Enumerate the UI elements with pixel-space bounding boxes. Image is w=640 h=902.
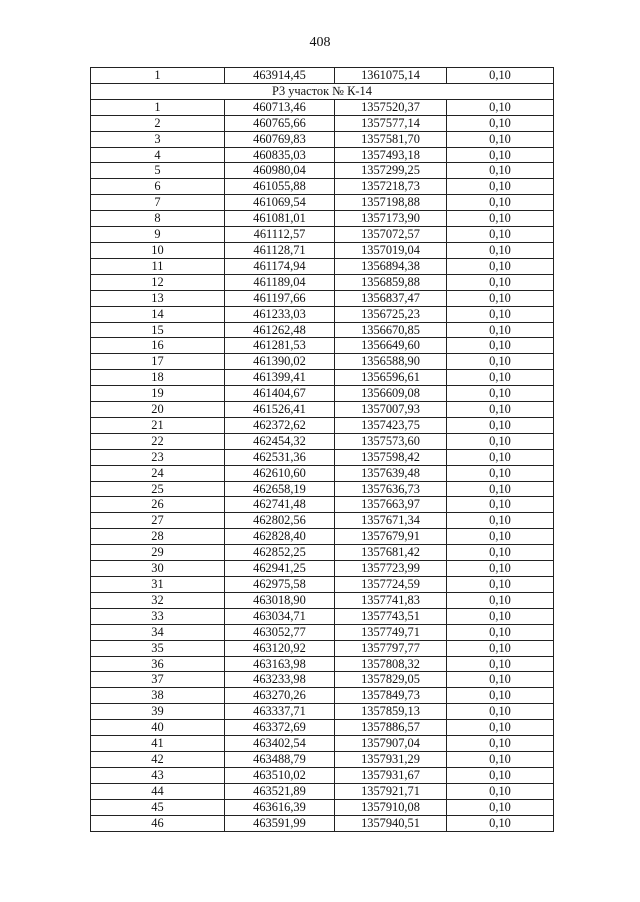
- point-number-cell: 31: [91, 577, 225, 593]
- table-row: [91, 433, 554, 449]
- y-coordinate-cell: 1357741,83: [335, 592, 447, 608]
- table-row: [91, 767, 554, 783]
- table-row: [91, 131, 554, 147]
- table-row: [91, 99, 554, 115]
- accuracy-cell: 0,10: [447, 624, 554, 640]
- accuracy-cell: 0,10: [447, 163, 554, 179]
- x-coordinate-cell: 460765,66: [225, 115, 335, 131]
- table-row: [91, 640, 554, 656]
- x-coordinate-cell: 461081,01: [225, 211, 335, 227]
- point-number-cell: 17: [91, 354, 225, 370]
- accuracy-cell: 0,10: [447, 211, 554, 227]
- table-row: [91, 481, 554, 497]
- point-number-cell: 2: [91, 115, 225, 131]
- table-row: [91, 465, 554, 481]
- y-coordinate-cell: 1357797,77: [335, 640, 447, 656]
- accuracy-cell: 0,10: [447, 688, 554, 704]
- point-number-cell: 44: [91, 783, 225, 799]
- x-coordinate-cell: 462658,19: [225, 481, 335, 497]
- table-row: [91, 592, 554, 608]
- table-row: [91, 783, 554, 799]
- point-number-cell: 43: [91, 767, 225, 783]
- accuracy-cell: 0,10: [447, 68, 554, 84]
- table-row: [91, 449, 554, 465]
- y-coordinate-cell: 1357921,71: [335, 783, 447, 799]
- accuracy-cell: 0,10: [447, 656, 554, 672]
- point-number-cell: 25: [91, 481, 225, 497]
- point-number-cell: 34: [91, 624, 225, 640]
- section-title: Р3 участок № К-14: [91, 83, 554, 99]
- x-coordinate-cell: 463488,79: [225, 751, 335, 767]
- x-coordinate-cell: 460769,83: [225, 131, 335, 147]
- x-coordinate-cell: 461281,53: [225, 338, 335, 354]
- x-coordinate-cell: 461399,41: [225, 370, 335, 386]
- point-number-cell: 30: [91, 561, 225, 577]
- y-coordinate-cell: 1356588,90: [335, 354, 447, 370]
- point-number-cell: 11: [91, 258, 225, 274]
- accuracy-cell: 0,10: [447, 131, 554, 147]
- point-number-cell: 22: [91, 433, 225, 449]
- point-number-cell: 42: [91, 751, 225, 767]
- table-row: [91, 338, 554, 354]
- y-coordinate-cell: 1357808,32: [335, 656, 447, 672]
- x-coordinate-cell: 463233,98: [225, 672, 335, 688]
- point-number-cell: 23: [91, 449, 225, 465]
- accuracy-cell: 0,10: [447, 354, 554, 370]
- x-coordinate-cell: 461174,94: [225, 258, 335, 274]
- accuracy-cell: 0,10: [447, 513, 554, 529]
- x-coordinate-cell: 463052,77: [225, 624, 335, 640]
- accuracy-cell: 0,10: [447, 529, 554, 545]
- x-coordinate-cell: 463616,39: [225, 799, 335, 815]
- accuracy-cell: 0,10: [447, 370, 554, 386]
- x-coordinate-cell: 460980,04: [225, 163, 335, 179]
- accuracy-cell: 0,10: [447, 592, 554, 608]
- point-number-cell: 26: [91, 497, 225, 513]
- point-number-cell: 36: [91, 656, 225, 672]
- x-coordinate-cell: 463270,26: [225, 688, 335, 704]
- table-row: [91, 672, 554, 688]
- point-number-cell: 5: [91, 163, 225, 179]
- table-row: [91, 624, 554, 640]
- y-coordinate-cell: 1356837,47: [335, 290, 447, 306]
- y-coordinate-cell: 1356649,60: [335, 338, 447, 354]
- x-coordinate-cell: 461189,04: [225, 274, 335, 290]
- point-number-cell: 21: [91, 417, 225, 433]
- accuracy-cell: 0,10: [447, 481, 554, 497]
- accuracy-cell: 0,10: [447, 338, 554, 354]
- y-coordinate-cell: 1357299,25: [335, 163, 447, 179]
- point-number-cell: 37: [91, 672, 225, 688]
- table-row: [91, 417, 554, 433]
- table-row: [91, 688, 554, 704]
- accuracy-cell: 0,10: [447, 386, 554, 402]
- x-coordinate-cell: 462852,25: [225, 545, 335, 561]
- accuracy-cell: 0,10: [447, 99, 554, 115]
- point-number-cell: 1: [91, 68, 225, 84]
- y-coordinate-cell: 1356859,88: [335, 274, 447, 290]
- y-coordinate-cell: 1356609,08: [335, 386, 447, 402]
- point-number-cell: 33: [91, 608, 225, 624]
- y-coordinate-cell: 1357749,71: [335, 624, 447, 640]
- y-coordinate-cell: 1357679,91: [335, 529, 447, 545]
- y-coordinate-cell: 1357573,60: [335, 433, 447, 449]
- point-number-cell: 46: [91, 815, 225, 831]
- y-coordinate-cell: 1357671,34: [335, 513, 447, 529]
- table-row: [91, 529, 554, 545]
- table-row: [91, 561, 554, 577]
- y-coordinate-cell: 1357910,08: [335, 799, 447, 815]
- x-coordinate-cell: 463034,71: [225, 608, 335, 624]
- point-number-cell: 3: [91, 131, 225, 147]
- x-coordinate-cell: 461069,54: [225, 195, 335, 211]
- y-coordinate-cell: 1357940,51: [335, 815, 447, 831]
- x-coordinate-cell: 461526,41: [225, 402, 335, 418]
- table-row: [91, 147, 554, 163]
- point-number-cell: 35: [91, 640, 225, 656]
- y-coordinate-cell: 1357598,42: [335, 449, 447, 465]
- table-row: [91, 656, 554, 672]
- x-coordinate-cell: 463914,45: [225, 68, 335, 84]
- point-number-cell: 24: [91, 465, 225, 481]
- point-number-cell: 29: [91, 545, 225, 561]
- point-number-cell: 27: [91, 513, 225, 529]
- point-number-cell: 19: [91, 386, 225, 402]
- accuracy-cell: 0,10: [447, 561, 554, 577]
- point-number-cell: 6: [91, 179, 225, 195]
- accuracy-cell: 0,10: [447, 433, 554, 449]
- y-coordinate-cell: 1357849,73: [335, 688, 447, 704]
- point-number-cell: 20: [91, 402, 225, 418]
- table-row: [91, 195, 554, 211]
- x-coordinate-cell: 461197,66: [225, 290, 335, 306]
- point-number-cell: 39: [91, 704, 225, 720]
- table-row: [91, 306, 554, 322]
- point-number-cell: 16: [91, 338, 225, 354]
- y-coordinate-cell: 1357681,42: [335, 545, 447, 561]
- y-coordinate-cell: 1357723,99: [335, 561, 447, 577]
- accuracy-cell: 0,10: [447, 608, 554, 624]
- y-coordinate-cell: 1357636,73: [335, 481, 447, 497]
- x-coordinate-cell: 463402,54: [225, 736, 335, 752]
- x-coordinate-cell: 461055,88: [225, 179, 335, 195]
- x-coordinate-cell: 463018,90: [225, 592, 335, 608]
- point-number-cell: 32: [91, 592, 225, 608]
- y-coordinate-cell: 1357639,48: [335, 465, 447, 481]
- x-coordinate-cell: 462975,58: [225, 577, 335, 593]
- accuracy-cell: 0,10: [447, 322, 554, 338]
- y-coordinate-cell: 1357581,70: [335, 131, 447, 147]
- point-number-cell: 28: [91, 529, 225, 545]
- table-row: [91, 163, 554, 179]
- point-number-cell: 8: [91, 211, 225, 227]
- point-number-cell: 12: [91, 274, 225, 290]
- y-coordinate-cell: 1357829,05: [335, 672, 447, 688]
- accuracy-cell: 0,10: [447, 767, 554, 783]
- x-coordinate-cell: 461112,57: [225, 227, 335, 243]
- accuracy-cell: 0,10: [447, 465, 554, 481]
- y-coordinate-cell: 1357007,93: [335, 402, 447, 418]
- accuracy-cell: 0,10: [447, 417, 554, 433]
- y-coordinate-cell: 1357886,57: [335, 720, 447, 736]
- accuracy-cell: 0,10: [447, 497, 554, 513]
- y-coordinate-cell: 1357743,51: [335, 608, 447, 624]
- x-coordinate-cell: 463510,02: [225, 767, 335, 783]
- table-row: [91, 227, 554, 243]
- x-coordinate-cell: 462828,40: [225, 529, 335, 545]
- y-coordinate-cell: 1357577,14: [335, 115, 447, 131]
- y-coordinate-cell: 1357423,75: [335, 417, 447, 433]
- table-row: [91, 751, 554, 767]
- table-row: [91, 68, 554, 84]
- y-coordinate-cell: 1356596,61: [335, 370, 447, 386]
- table-row: [91, 497, 554, 513]
- accuracy-cell: 0,10: [447, 402, 554, 418]
- y-coordinate-cell: 1357663,97: [335, 497, 447, 513]
- table-row: [91, 258, 554, 274]
- table-row: [91, 115, 554, 131]
- y-coordinate-cell: 1356725,23: [335, 306, 447, 322]
- x-coordinate-cell: 461390,02: [225, 354, 335, 370]
- y-coordinate-cell: 1357931,29: [335, 751, 447, 767]
- x-coordinate-cell: 462372,62: [225, 417, 335, 433]
- accuracy-cell: 0,10: [447, 783, 554, 799]
- table-row: [91, 211, 554, 227]
- x-coordinate-cell: 462454,32: [225, 433, 335, 449]
- table-row: [91, 274, 554, 290]
- accuracy-cell: 0,10: [447, 704, 554, 720]
- accuracy-cell: 0,10: [447, 195, 554, 211]
- x-coordinate-cell: 463591,99: [225, 815, 335, 831]
- point-number-cell: 15: [91, 322, 225, 338]
- accuracy-cell: 0,10: [447, 799, 554, 815]
- accuracy-cell: 0,10: [447, 306, 554, 322]
- x-coordinate-cell: 462531,36: [225, 449, 335, 465]
- table-row: [91, 815, 554, 831]
- y-coordinate-cell: 1357218,73: [335, 179, 447, 195]
- x-coordinate-cell: 462802,56: [225, 513, 335, 529]
- x-coordinate-cell: 463521,89: [225, 783, 335, 799]
- coordinates-table-body: [91, 68, 554, 832]
- y-coordinate-cell: 1357072,57: [335, 227, 447, 243]
- y-coordinate-cell: 1357173,90: [335, 211, 447, 227]
- page-number: 408: [309, 35, 331, 50]
- point-number-cell: 1: [91, 99, 225, 115]
- point-number-cell: 38: [91, 688, 225, 704]
- x-coordinate-cell: 463163,98: [225, 656, 335, 672]
- accuracy-cell: 0,10: [447, 147, 554, 163]
- x-coordinate-cell: 460835,03: [225, 147, 335, 163]
- y-coordinate-cell: 1357019,04: [335, 242, 447, 258]
- table-row: [91, 370, 554, 386]
- point-number-cell: 9: [91, 227, 225, 243]
- x-coordinate-cell: 462941,25: [225, 561, 335, 577]
- table-row: [91, 799, 554, 815]
- y-coordinate-cell: 1357520,37: [335, 99, 447, 115]
- x-coordinate-cell: 460713,46: [225, 99, 335, 115]
- accuracy-cell: 0,10: [447, 736, 554, 752]
- table-row: [91, 513, 554, 529]
- y-coordinate-cell: 1357198,88: [335, 195, 447, 211]
- table-row: [91, 322, 554, 338]
- x-coordinate-cell: 461404,67: [225, 386, 335, 402]
- y-coordinate-cell: 1356894,38: [335, 258, 447, 274]
- y-coordinate-cell: 1357724,59: [335, 577, 447, 593]
- table-row: [91, 736, 554, 752]
- point-number-cell: 4: [91, 147, 225, 163]
- x-coordinate-cell: 463120,92: [225, 640, 335, 656]
- point-number-cell: 40: [91, 720, 225, 736]
- accuracy-cell: 0,10: [447, 672, 554, 688]
- accuracy-cell: 0,10: [447, 290, 554, 306]
- accuracy-cell: 0,10: [447, 258, 554, 274]
- point-number-cell: 7: [91, 195, 225, 211]
- table-row: [91, 354, 554, 370]
- point-number-cell: 18: [91, 370, 225, 386]
- accuracy-cell: 0,10: [447, 227, 554, 243]
- table-row: [91, 608, 554, 624]
- x-coordinate-cell: 461128,71: [225, 242, 335, 258]
- table-row: [91, 704, 554, 720]
- table-row: [91, 179, 554, 195]
- x-coordinate-cell: 463372,69: [225, 720, 335, 736]
- y-coordinate-cell: 1361075,14: [335, 68, 447, 84]
- table-row: [91, 290, 554, 306]
- table-row: [91, 720, 554, 736]
- y-coordinate-cell: 1357859,13: [335, 704, 447, 720]
- accuracy-cell: 0,10: [447, 179, 554, 195]
- y-coordinate-cell: 1357931,67: [335, 767, 447, 783]
- table-row: [91, 577, 554, 593]
- accuracy-cell: 0,10: [447, 751, 554, 767]
- accuracy-cell: 0,10: [447, 815, 554, 831]
- point-number-cell: 10: [91, 242, 225, 258]
- y-coordinate-cell: 1357907,04: [335, 736, 447, 752]
- coordinates-table: [90, 67, 554, 832]
- accuracy-cell: 0,10: [447, 274, 554, 290]
- x-coordinate-cell: 461262,48: [225, 322, 335, 338]
- table-row: [91, 242, 554, 258]
- accuracy-cell: 0,10: [447, 449, 554, 465]
- accuracy-cell: 0,10: [447, 545, 554, 561]
- x-coordinate-cell: 461233,03: [225, 306, 335, 322]
- accuracy-cell: 0,10: [447, 242, 554, 258]
- table-row: [91, 386, 554, 402]
- table-row: [91, 545, 554, 561]
- accuracy-cell: 0,10: [447, 640, 554, 656]
- y-coordinate-cell: 1357493,18: [335, 147, 447, 163]
- section-header-row: [91, 83, 554, 99]
- x-coordinate-cell: 462610,60: [225, 465, 335, 481]
- point-number-cell: 41: [91, 736, 225, 752]
- y-coordinate-cell: 1356670,85: [335, 322, 447, 338]
- point-number-cell: 14: [91, 306, 225, 322]
- point-number-cell: 13: [91, 290, 225, 306]
- point-number-cell: 45: [91, 799, 225, 815]
- x-coordinate-cell: 463337,71: [225, 704, 335, 720]
- x-coordinate-cell: 462741,48: [225, 497, 335, 513]
- accuracy-cell: 0,10: [447, 720, 554, 736]
- accuracy-cell: 0,10: [447, 577, 554, 593]
- table-row: [91, 402, 554, 418]
- accuracy-cell: 0,10: [447, 115, 554, 131]
